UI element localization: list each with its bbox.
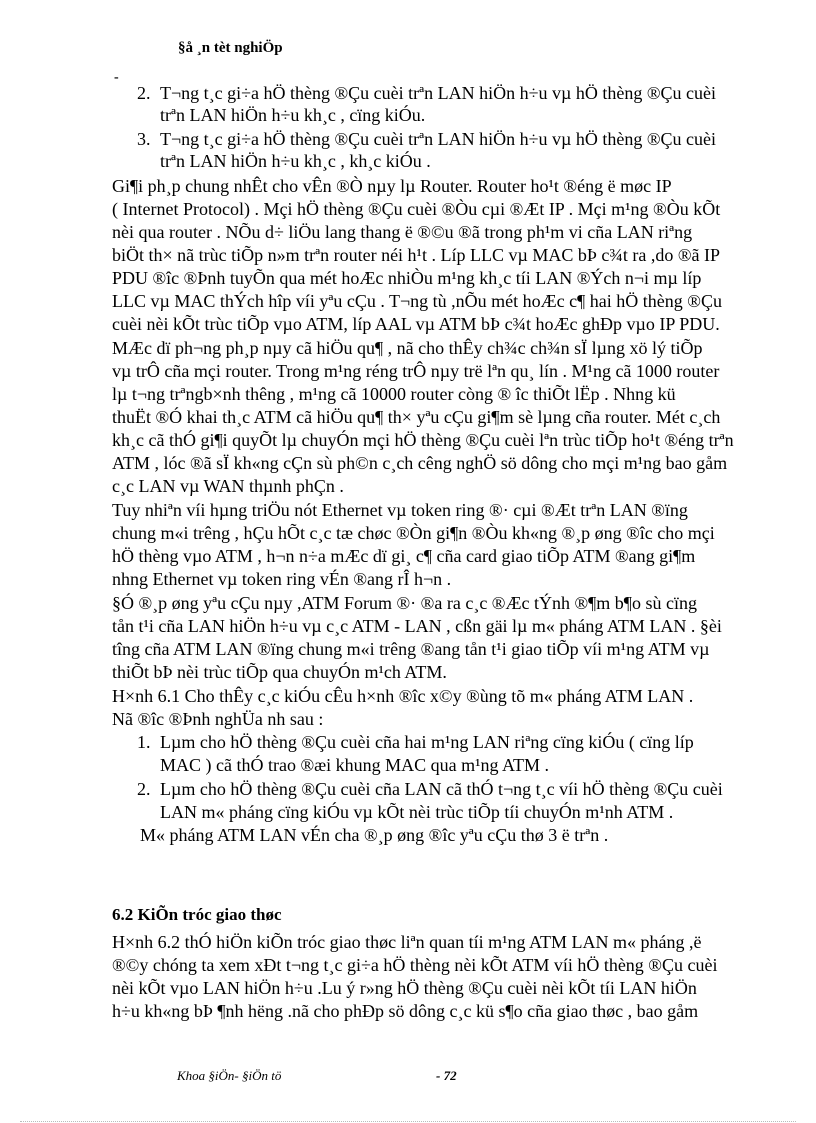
list-line: T¬ng t¸c gi÷a hÖ thèng ®Çu cuèi trªn LAN hiÖn h÷u vµ hÖ thèng ®Çu cuèi: [160, 129, 717, 149]
list-line: trªn LAN hiÖn h÷u kh¸c , kh¸c kiÓu .: [160, 151, 431, 171]
paragraph-line: Nã ®îc ®Þnh nghÜa nh sau :: [112, 709, 324, 729]
paragraph-line: PDU ®îc ®Þnh tuyÕn qua mét hoÆc nhiÒu m¹ng kh¸c tíi LAN ®Ých n¬i mµ líp: [112, 268, 702, 288]
paragraph-line: nèi qua router . NÕu d÷ liÖu lang thang ë ®©u ®ã trong ph¹m vi cña LAN riªng: [112, 222, 693, 242]
list-number: 1.: [137, 732, 151, 752]
paragraph-line: MÆc dï ph¬ng ph¸p nµy cã hiÖu qu¶ , nã cho thÊy ch¾c ch¾n sÏ lµng xö lý tiÕp: [112, 338, 703, 358]
section-line: h÷u kh«ng bÞ ¶nh hëng .nã cho phÐp sö dông c¸c kü s¶o cña giao thøc , bao gåm: [112, 1001, 699, 1021]
closing-line: M« pháng ATM LAN vÉn cha ®¸p øng ®îc yªu cÇu thø 3 ë trªn .: [140, 825, 609, 845]
paragraph-line: hÖ thèng vµo ATM , h¬n n÷a mÆc dï gi¸ c¶ cña card giao tiÕp ATM ®ang gi¶m: [112, 546, 696, 566]
paragraph-line: H×nh 6.1 Cho thÊy c¸c kiÓu cÊu h×nh ®îc x©y ®ùng tõ m« pháng ATM LAN .: [112, 686, 694, 706]
paragraph-line: biÖt th× nã trùc tiÕp n»m trªn router néi h¹t . Líp LLC vµ MAC bÞ c¾t ra ,do ®ã IP: [112, 245, 720, 265]
paragraph-line: c¸c LAN vµ WAN thµnh phÇn .: [112, 476, 344, 496]
paragraph-line: ATM , lóc ®ã sÏ kh«ng cÇn sù ph©n c¸ch cêng nghÖ sö dông cho mçi m¹ng bao gåm: [112, 453, 728, 473]
paragraph-line: Gi¶i ph¸p chung nhÊt cho vÊn ®Ò nµy lµ Router. Router ho¹t ®éng ë møc IP: [112, 176, 672, 196]
section-line: ®©y chóng ta xem xÐt t¬ng t¸c gi÷a hÖ thèng nèi kÕt ATM víi hÖ thèng ®Çu cuèi: [112, 955, 718, 975]
paragraph-line: ( Internet Protocol) . Mçi hÖ thèng ®Çu cuèi ®Òu cµi ®Æt IP . Mçi m¹ng ®Òu kÕt: [112, 199, 721, 219]
page-number: - 72: [436, 1068, 457, 1083]
list-number: 2.: [137, 779, 151, 799]
list-line: T¬ng t¸c gi÷a hÖ thèng ®Çu cuèi trªn LAN hiÖn h÷u vµ hÖ thèng ®Çu cuèi: [160, 83, 717, 103]
paragraph-line: vµ trÔ cña mçi router. Trong m¹ng réng trÔ nµy trë lªn qu¸ lín . M¹ng cã 1000 router: [112, 361, 720, 381]
paragraph-line: thiÕt bÞ nèi trùc tiÕp qua chuyÓn m¹ch ATM.: [112, 662, 447, 682]
paragraph-line: chung m«i trêng , hÇu hÕt c¸c tæ chøc ®Òn gi¶n ®Òu kh«ng ®¸p øng ®îc cho mçi: [112, 523, 715, 543]
paragraph-line: LLC vµ MAC thÝch hîp víi yªu cÇu . T¬ng tù ,nÕu mét hoÆc c¶ hai hÖ thèng ®Çu: [112, 291, 722, 311]
list-line: LAN m« pháng cïng kiÓu vµ kÕt nèi trùc tiÕp tíi chuyÓn m¹nh ATM .: [160, 802, 674, 822]
bullet-dash: -: [114, 70, 119, 85]
section-line: nèi kÕt vµo LAN hiÖn h÷u .Lu ý r»ng hÖ thèng ®Çu cuèi nèi kÕt tíi LAN hiÖn: [112, 978, 697, 998]
paragraph-line: lµ t¬ng trªngb×nh thêng , m¹ng cã 10000 router còng ® îc thiÕt lËp . Nhng kü: [112, 384, 676, 404]
list-line: trªn LAN hiÖn h÷u kh¸c , cïng kiÓu.: [160, 105, 426, 125]
footer-rule: [20, 1121, 796, 1122]
page-header: §å ¸n tèt nghiÖp: [178, 40, 283, 56]
list-line: Lµm cho hÖ thèng ®Çu cuèi cña hai m¹ng LAN riªng cïng kiÓu ( cïng líp: [160, 732, 694, 752]
list-line: MAC ) cã thÓ trao ®æi khung MAC qua m¹ng ATM .: [160, 755, 550, 775]
list-number: 3.: [137, 129, 151, 149]
list-number: 2.: [137, 83, 151, 103]
section-line: H×nh 6.2 thÓ hiÖn kiÕn tróc giao thøc liªn quan tíi m¹ng ATM LAN m« pháng ,ë: [112, 932, 702, 952]
paragraph-line: nhng Ethernet vµ token ring vÉn ®ang rÎ h¬n .: [112, 569, 452, 589]
paragraph-line: kh¸c cã thÓ gi¶i quyÕt lµ chuyÓn mçi hÖ thèng ®Çu cuèi lªn trùc tiÕp ho¹t ®éng trªn: [112, 430, 734, 450]
paragraph-line: tîng cña ATM LAN ®ïng chung m«i trêng ®ang tån t¹i giao tiÕp víi m¹ng ATM vµ: [112, 639, 710, 659]
paragraph-line: tån t¹i cña LAN hiÖn h÷u vµ c¸c ATM - LAN , cßn gäi lµ m« pháng ATM LAN . §èi: [112, 616, 722, 636]
section-heading: 6.2 KiÕn tróc giao thøc: [112, 905, 282, 924]
paragraph-line: §Ó ®¸p øng yªu cÇu nµy ,ATM Forum ®· ®a ra c¸c ®Æc tÝnh ®¶m b¶o sù cïng: [112, 593, 697, 613]
paragraph-line: cuèi nèi kÕt trùc tiÕp vµo ATM, líp AAL vµ ATM bÞ c¾t hoÆc ghÐp vµo IP PDU.: [112, 314, 720, 334]
footer-department: Khoa §iÖn- §iÖn tö: [177, 1068, 282, 1083]
list-line: Lµm cho hÖ thèng ®Çu cuèi cña LAN cã thÓ t¬ng t¸c víi hÖ thèng ®Çu cuèi: [160, 779, 723, 799]
paragraph-line: thuËt ®Ó khai th¸c ATM cã hiÖu qu¶ th× yªu cÇu gi¶m sè lµng cña router. Mét c¸ch: [112, 407, 721, 427]
paragraph-line: Tuy nhiªn víi hµng triÖu nót Ethernet vµ token ring ®· cµi ®Æt trªn LAN ®ïng: [112, 500, 688, 520]
